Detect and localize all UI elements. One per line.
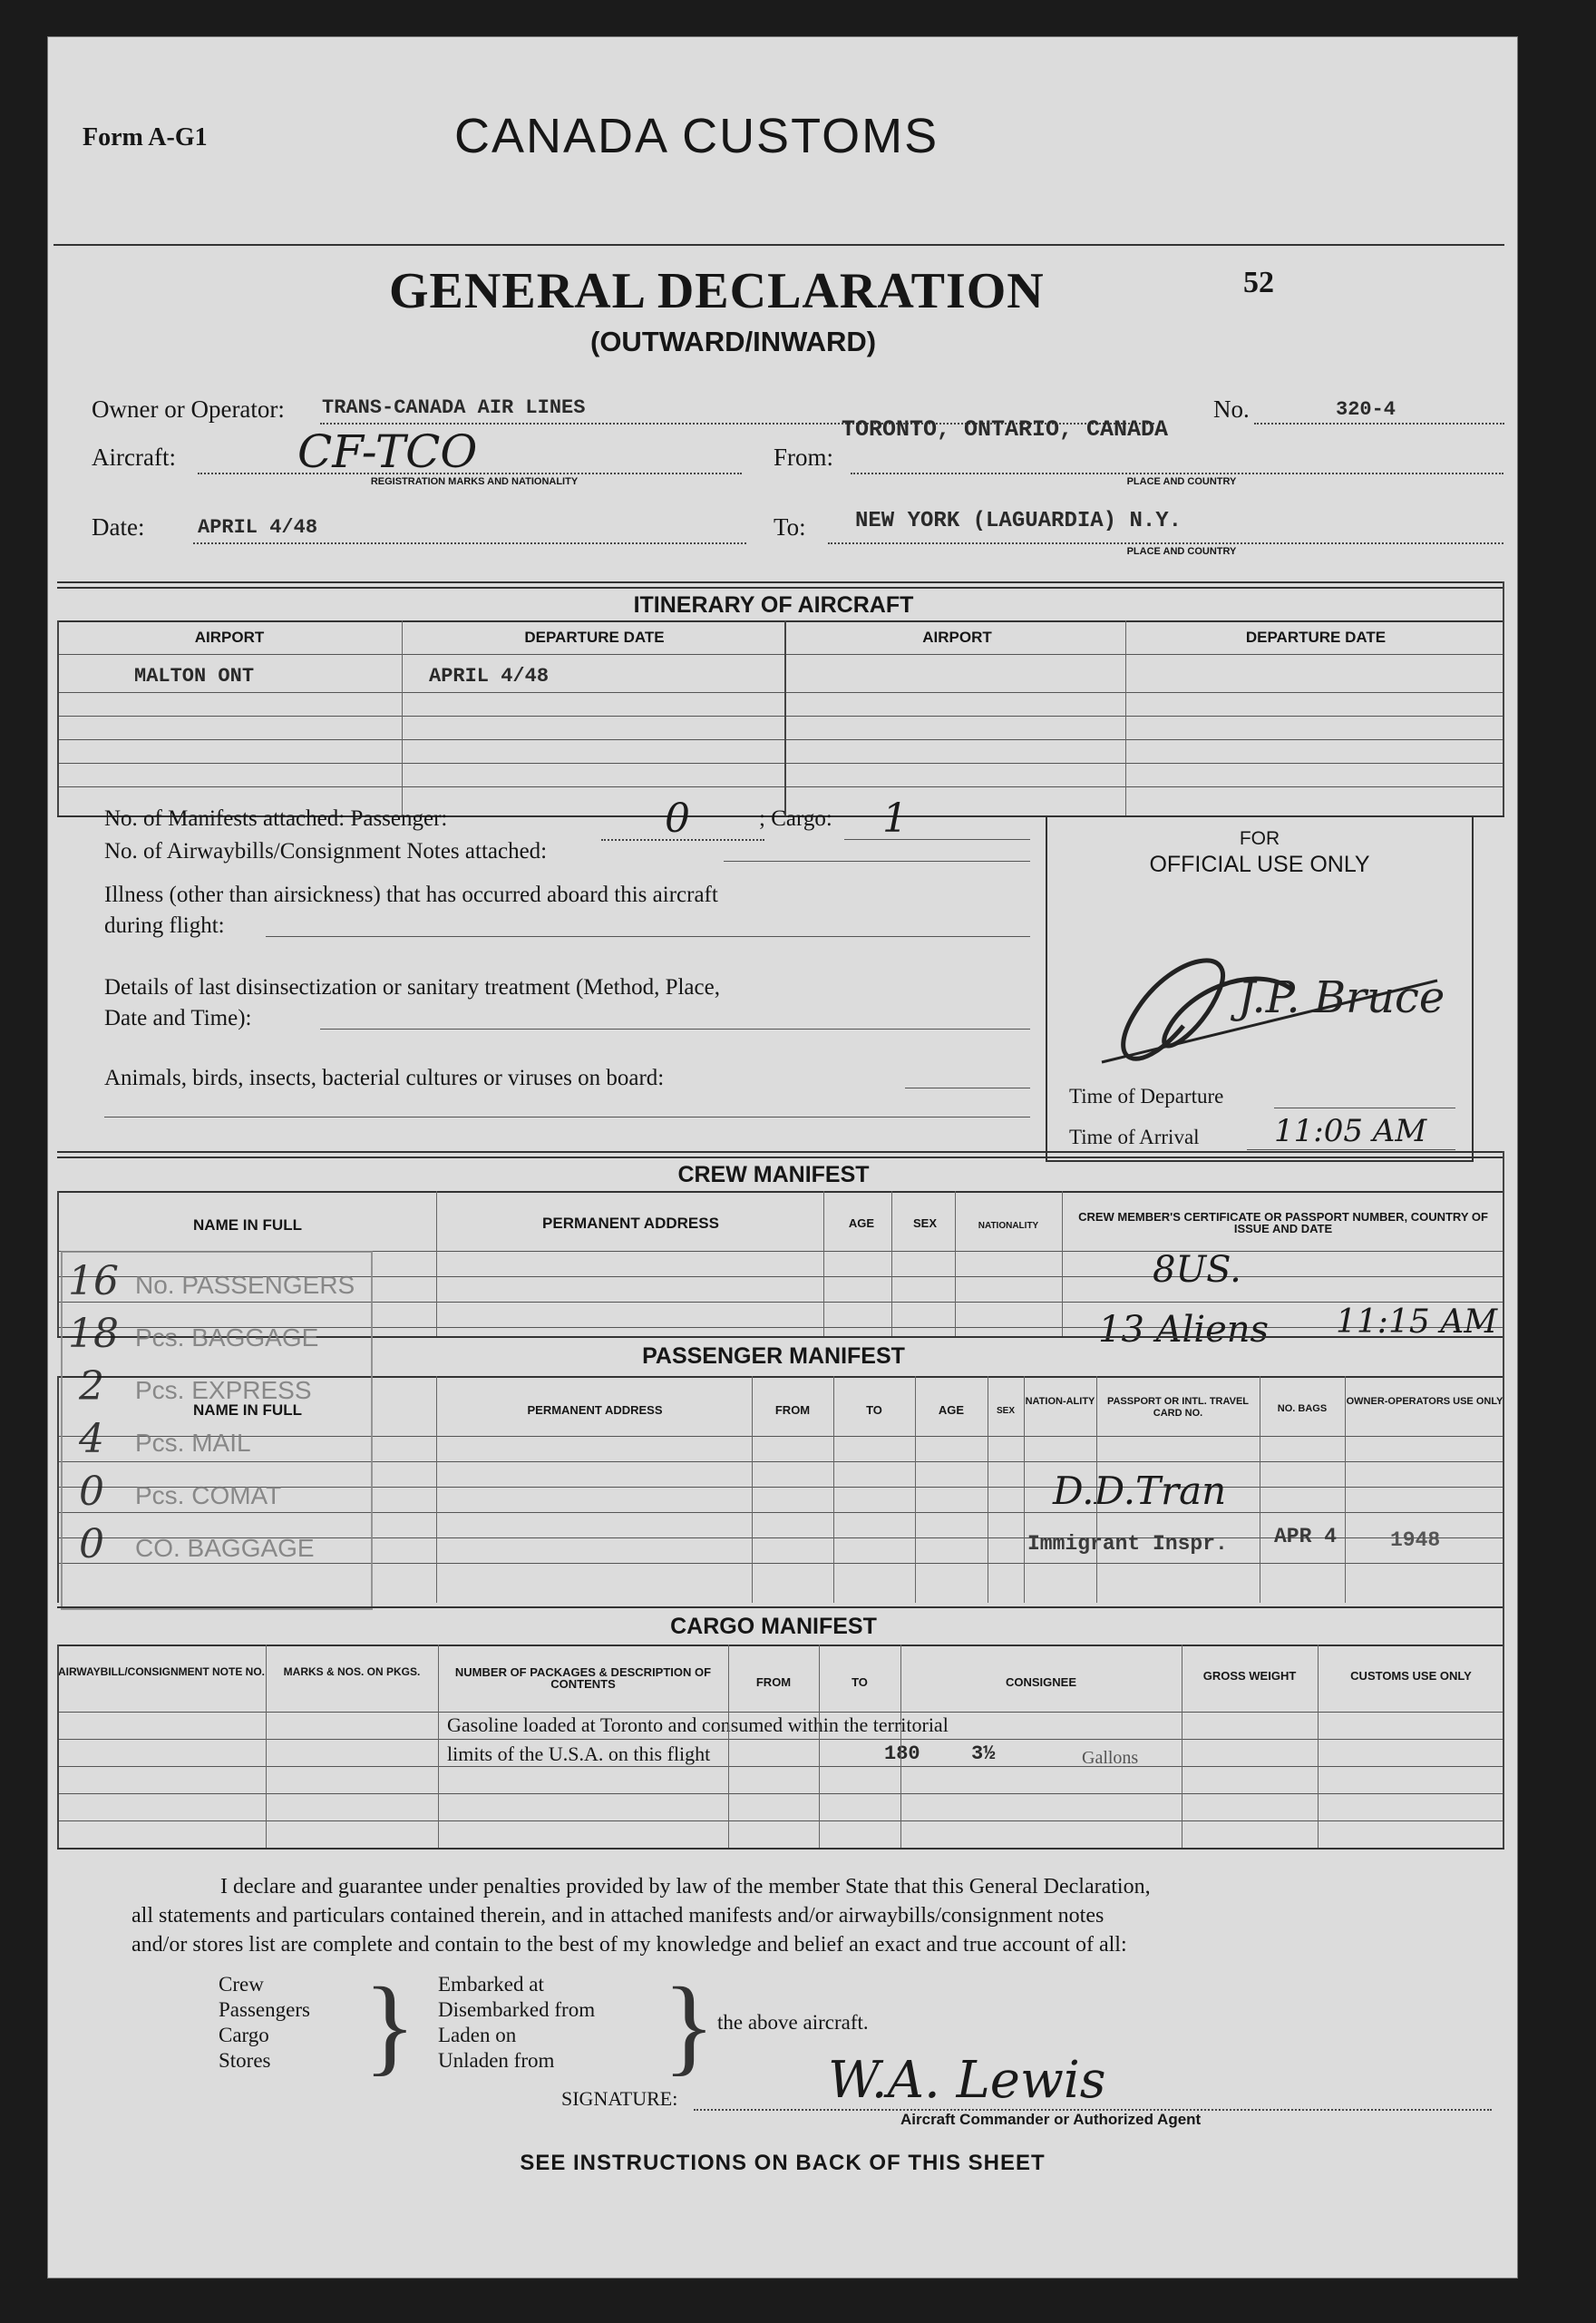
arrival-time-value: 11:05 AM — [1274, 1113, 1427, 1149]
cargo-line-2: limits of the U.S.A. on this flight — [447, 1742, 711, 1765]
svg-text:J.P. Bruce: J.P. Bruce — [1238, 972, 1445, 1023]
date-value: APRIL 4/48 — [198, 516, 318, 539]
cargo-manifest-title: CARGO MANIFEST — [670, 1614, 877, 1639]
pax-col-name: NAME IN FULL — [193, 1401, 302, 1419]
pax-col-bags: NO. BAGS — [1277, 1403, 1328, 1414]
cargo-col-from: FROM — [755, 1675, 792, 1689]
stamp-comat: 0 — [79, 1469, 104, 1515]
cargo-label: ; Cargo: — [759, 806, 832, 831]
pax-col-age: AGE — [938, 1403, 965, 1417]
aircraft-label: Aircraft: — [92, 444, 176, 471]
crew-manifest-title: CREW MANIFEST — [677, 1162, 870, 1187]
official-signature — [1084, 926, 1465, 1080]
agency-title: CANADA CUSTOMS — [454, 109, 939, 163]
flight-no-label: No. — [1213, 395, 1250, 423]
cargo-count: 1 — [882, 795, 908, 842]
stamp-passengers: 16 — [68, 1258, 119, 1304]
crew-col-age: AGE — [848, 1216, 875, 1230]
stamp-year: 1948 — [1390, 1528, 1441, 1552]
to-label: To: — [774, 513, 806, 541]
owner-value: TRANS-CANADA AIR LINES — [322, 396, 586, 419]
cargo-col-consignee: CONSIGNEE — [1005, 1675, 1076, 1689]
cargo-col-marks: MARKS & NOS. ON PKGS. — [283, 1665, 421, 1678]
crew-note-time: 11:15 AM — [1336, 1303, 1498, 1341]
departure-time-label: Time of Departure — [1069, 1085, 1224, 1108]
footer-instructions: SEE INSTRUCTIONS ON BACK OF THIS SHEET — [520, 2151, 1046, 2175]
pax-col-from: FROM — [774, 1403, 811, 1417]
airwaybills-label: No. of Airwaybills/Consignment Notes attached: — [104, 839, 548, 864]
brace-right: } — [663, 1965, 715, 2085]
place-country-caption-2: PLACE AND COUNTRY — [1126, 546, 1237, 557]
signature-caption: Aircraft Commander or Authorized Agent — [900, 2111, 1202, 2128]
brace-left: } — [364, 1965, 416, 2085]
crew-note-aliens: 13 Aliens — [1098, 1309, 1270, 1351]
divider — [54, 244, 1504, 246]
pax-col-passport: PASSPORT OR INTL. TRAVEL CARD NO. — [1106, 1396, 1250, 1419]
itinerary-col-airport-2: AIRPORT — [922, 629, 992, 646]
cargo-quantity: 180 — [884, 1742, 920, 1765]
itinerary-col-date-1: DEPARTURE DATE — [524, 629, 665, 646]
declaration-line-3: and/or stores list are complete and contain to the best of my knowledge and belief an exact and true account of all: — [131, 1933, 1127, 1957]
itinerary-title: ITINERARY OF AIRCRAFT — [633, 592, 914, 618]
to-value: NEW YORK (LAGUARDIA) N.Y. — [855, 509, 1182, 533]
itinerary-col-date-2: DEPARTURE DATE — [1245, 629, 1387, 646]
pax-col-sex: SEX — [996, 1406, 1015, 1416]
form-subtitle: (OUTWARD/INWARD) — [590, 326, 877, 357]
animals-label: Animals, birds, insects, bacterial cultures or viruses on board: — [104, 1066, 665, 1090]
flight-no-value: 320-4 — [1336, 398, 1396, 421]
pax-col-address: PERMANENT ADDRESS — [527, 1403, 663, 1417]
cargo-col-to: TO — [852, 1675, 868, 1689]
stamp-date: APR 4 — [1274, 1525, 1338, 1548]
cargo-line-1: Gasoline loaded at Toronto and consumed within the territorial — [447, 1713, 949, 1736]
official-use-box: FOR OFFICIAL USE ONLY J.P. Bruce Time of Departure Time of Arrival 11:05 AM — [1046, 815, 1474, 1162]
pax-col-nationality: NATION-ALITY — [1025, 1396, 1095, 1407]
page-title: GENERAL DECLARATION — [389, 263, 1045, 319]
stamp-mail: 4 — [79, 1416, 104, 1462]
from-value: TORONTO, ONTARIO, CANADA — [842, 416, 1169, 443]
disinsect-label: Details of last disinsectization or sanitary treatment (Method, Place, — [104, 975, 720, 1000]
cargo-unit: Gallons — [1082, 1748, 1139, 1768]
crew-col-nationality: NATIONALITY — [978, 1221, 1039, 1231]
stamp-baggage: 18 — [68, 1311, 119, 1357]
crew-col-certificate: CREW MEMBER'S CERTIFICATE OR PASSPORT NUMBER, COUNTRY OF ISSUE AND DATE — [1078, 1210, 1488, 1235]
form-id: Form A-G1 — [83, 123, 208, 151]
crew-col-address: PERMANENT ADDRESS — [542, 1215, 719, 1232]
crew-note-us: 8US. — [1153, 1249, 1241, 1291]
itinerary-date: APRIL 4/48 — [429, 665, 550, 688]
crew-col-sex: SEX — [912, 1216, 937, 1230]
crew-col-name: NAME IN FULL — [193, 1216, 302, 1234]
commander-signature: W.A. Lewis — [828, 2051, 1106, 2110]
inspector-stamp: Immigrant Inspr. — [1027, 1532, 1228, 1556]
aircraft-value: CF-TCO — [297, 425, 478, 478]
page-number: 52 — [1243, 266, 1274, 299]
passenger-count: 0 — [665, 795, 690, 842]
stamp-co-baggage: 0 — [79, 1521, 104, 1567]
pax-col-owner: OWNER-OPERATORS USE ONLY — [1346, 1396, 1504, 1407]
from-label: From: — [774, 444, 834, 471]
cargo-quantity-fraction: 3½ — [971, 1742, 996, 1765]
declaration-form: Form A-G1 CANADA CUSTOMS GENERAL DECLARATION 52 (OUTWARD/INWARD) Owner or Operator: TRANS-CANADA AIR LINES No. 320-4 Aircraft: CF-TCO REGISTRATION MARKS AND NATIONALITY From: TORONTO, ONTARIO, CANADA PLACE AND COUNTRY Date: APRIL 4/48 To: NEW YORK (LAGUARDIA) N.Y. PLACE AND COUNTRY ITINERARY OF AIRCRAFT AIRPORT DEPARTURE DATE AIRPORT DEPARTURE DATE MALTON ONT APRIL 4/48 No. of Manifests attached: Passenger: 0 ; Cargo: 1 No. of Airwaybills/Consignment Notes attached: Illness (other than airsickness) that has occurred aboard this aircraft during flight: Details of last disinsectization or sanitary treatment (Method, Place, Date and Time): Animals, birds, insects, bacterial cultures or viruses on board: FOR OFFICIAL USE ONLY J.P. Bruce Time of Departure Time of Arrival 11:05 AM CREW MANIFEST NAME IN FULL PERMANENT ADDRESS AGE SEX NATIONALITY CREW MEMBER'S CERTIFICATE OR PASSPORT NUMBER, COUNTRY OF ISSUE AND DATE 8US. 13 Aliens 11:15 AM PASSENGER MANIFEST NAME IN FULL PERMANENT ADDRESS FROM TO AGE SEX NATION-ALITY PASSPORT OR INTL. TRAVEL CARD NO. NO. BAGS OWNER-OPERATORS USE ONLY D.D.Tran Immigrant Inspr. APR 4 1948 No. PASSENGERS Pcs. BAGGAGE Pcs. EXPRESS Pcs. MAIL Pcs. COMAT CO. BAGGAGE 16 18 2 4 0 0 CARGO MANIFEST AIRWAYBILL/CONSIGNMENT NOTE NO. MARKS & NOS. ON PKGS. NUMBER OF PACKAGES & DESCRIPTION OF CONTENTS FROM TO CONSIGNEE GROSS WEIGHT CUSTOMS USE ONLY Gasoline loaded at Toronto and consumed within the territorial limits of the U.S.A. on this flight 180 3½ Gallons I declare and guarantee under penalties provided by law of the member State that this General Declaration, all statements and particulars contained therein, and in attached manifests and/or airwaybills/consignment notes and/or stores list are complete and contain to the best of my knowledge and belief an exact and true account of all: Crew Passengers Cargo Stores } Embarked at Disembarked from Laden on Unladen from } the above aircraft. SIGNATURE: W.A. Lewis Aircraft Commander or Authorized Agent SEE INSTRUCTIONS ON BACK OF THIS SHEET — [47, 36, 1518, 2279]
registration-caption: REGISTRATION MARKS AND NATIONALITY — [370, 476, 579, 487]
cargo-col-airwaybill: AIRWAYBILL/CONSIGNMENT NOTE NO. — [57, 1665, 265, 1678]
cargo-col-description: NUMBER OF PACKAGES & DESCRIPTION OF CONTENTS — [454, 1665, 712, 1691]
declaration-line-2: all statements and particulars contained therein, and in attached manifests and/or airwaybills/consignment notes — [131, 1904, 1105, 1928]
stamp-express: 2 — [79, 1363, 104, 1410]
inspector-signature: D.D.Tran — [1053, 1469, 1227, 1513]
date-label: Date: — [92, 513, 145, 541]
itinerary-col-airport-1: AIRPORT — [194, 629, 265, 646]
passenger-manifest-title: PASSENGER MANIFEST — [642, 1343, 905, 1369]
cargo-col-weight: GROSS WEIGHT — [1202, 1669, 1297, 1683]
illness-label: Illness (other than airsickness) that has occurred aboard this aircraft — [104, 883, 718, 907]
manifests-label: No. of Manifests attached: Passenger: — [104, 806, 448, 831]
itinerary-airport: MALTON ONT — [134, 665, 255, 688]
baggage-stamp: No. PASSENGERS Pcs. BAGGAGE Pcs. EXPRESS Pcs. MAIL Pcs. COMAT CO. BAGGAGE 16 18 2 4 0 0 — [61, 1251, 373, 1610]
cargo-col-customs: CUSTOMS USE ONLY — [1350, 1669, 1472, 1683]
owner-label: Owner or Operator: — [92, 395, 285, 423]
pax-col-to: TO — [866, 1403, 882, 1417]
declaration-line-1: I declare and guarantee under penalties provided by law of the member State that this General Declaration, — [220, 1875, 1151, 1898]
signature-label: SIGNATURE: — [561, 2087, 678, 2110]
arrival-time-label: Time of Arrival — [1069, 1126, 1200, 1148]
place-country-caption: PLACE AND COUNTRY — [1126, 476, 1237, 487]
